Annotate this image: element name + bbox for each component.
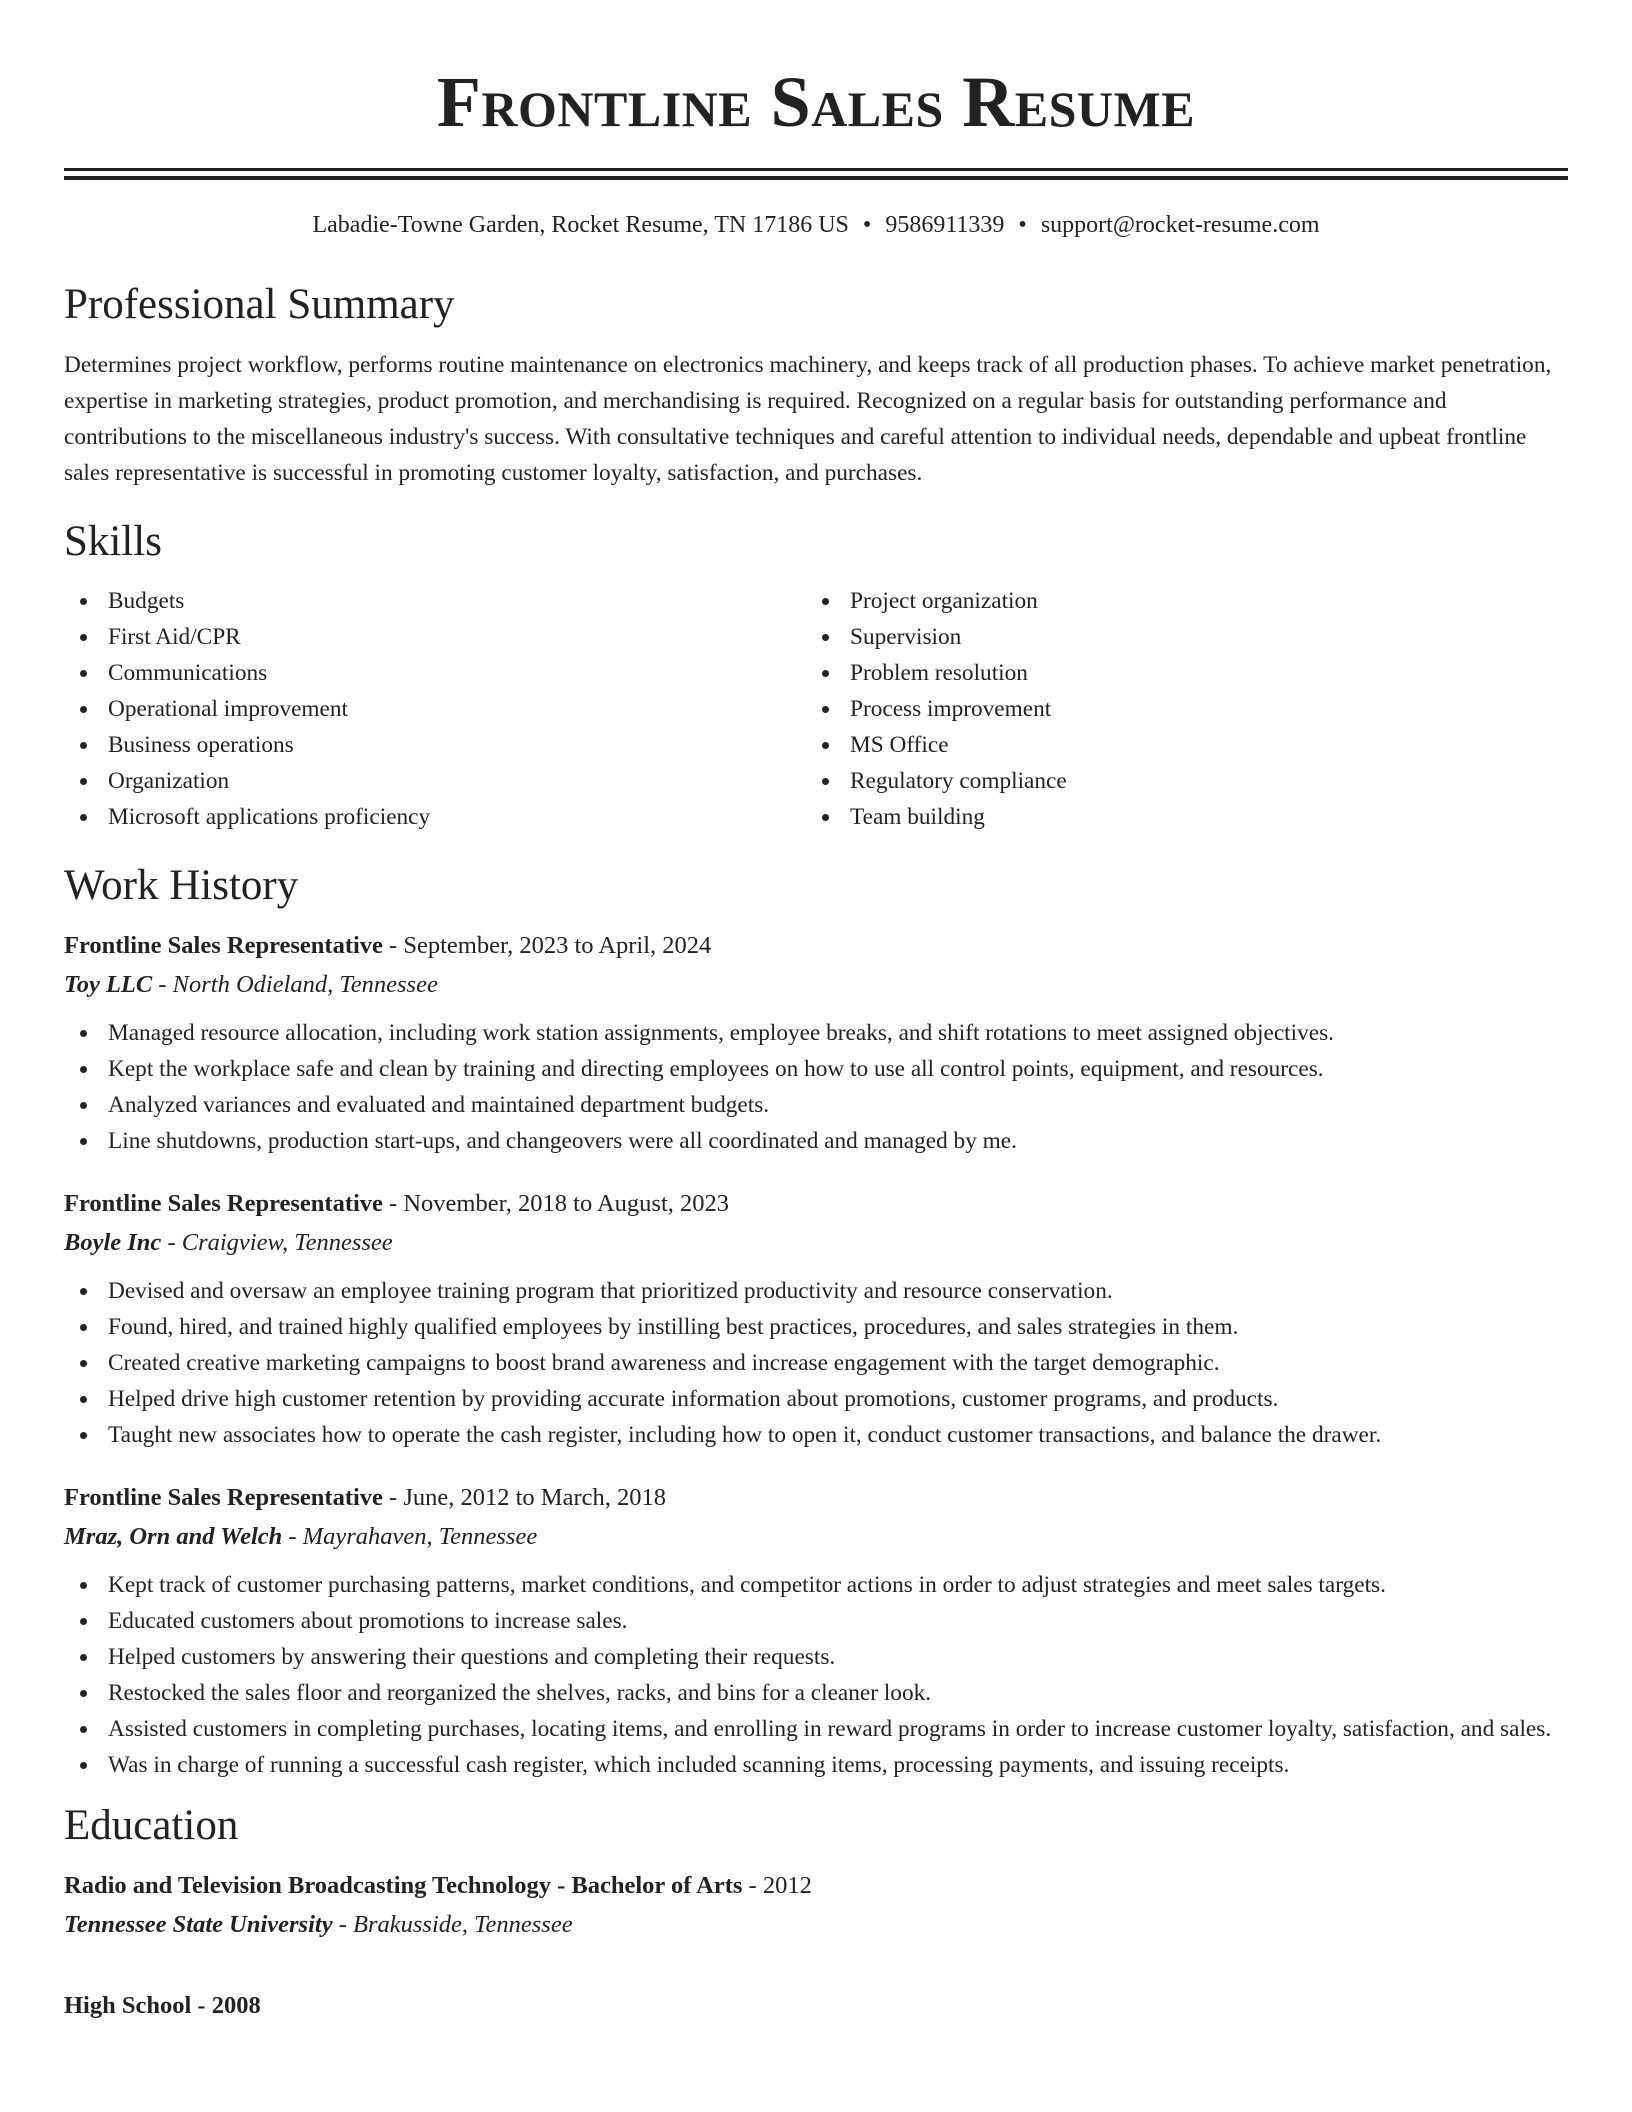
summary-heading: Professional Summary xyxy=(64,281,455,328)
job-title: Frontline Sales Representative xyxy=(64,932,383,959)
skill-item: Supervision xyxy=(806,619,1548,655)
skill-item: Microsoft applications proficiency xyxy=(64,799,806,835)
job-bullets xyxy=(64,1015,1568,1159)
skill-item: MS Office xyxy=(806,727,1548,763)
job-company: Boyle Inc xyxy=(64,1229,162,1256)
job-location: - Craigview, Tennessee xyxy=(161,1229,393,1256)
job-bullet: Kept the workplace safe and clean by training and directing employees on how to use all control points, equipment, and resources. xyxy=(64,1051,1568,1087)
job-bullet: Educated customers about promotions to increase sales. xyxy=(64,1603,1568,1639)
skill-item: Organization xyxy=(64,763,806,799)
skill-item: Operational improvement xyxy=(64,691,806,727)
education-school: Tennessee State University xyxy=(64,1911,333,1938)
skill-item: Team building xyxy=(806,799,1548,835)
skill-item: Problem resolution xyxy=(806,655,1548,691)
education-degree: Radio and Television Broadcasting Technology - Bachelor of Arts xyxy=(64,1872,743,1899)
skill-item: Process improvement xyxy=(806,691,1548,727)
contact-separator: • xyxy=(862,212,872,238)
skills-column-left xyxy=(64,583,806,835)
skills-list xyxy=(64,583,1568,835)
job-bullet: Restocked the sales floor and reorganized the shelves, racks, and bins for a cleaner look. xyxy=(64,1675,1568,1711)
skill-item: Project organization xyxy=(806,583,1548,619)
job-bullet: Created creative marketing campaigns to boost brand awareness and increase engagement with the target demographic. xyxy=(64,1345,1568,1381)
contact-email: support@rocket-resume.com xyxy=(1040,212,1320,238)
education-second-entry: High School - 2008 xyxy=(64,1992,261,2019)
summary-text: Determines project workflow, performs routine maintenance on electronics machinery, and keeps track of all production phases. To achieve market penetration, expertise in marketing strategies, product promotion, and merchandising is required. Recognized on a regular basis for outstanding performance and contributions to the miscellaneous industry's success. With consultative techniques and careful attention to individual needs, dependable and upbeat frontline sales representative is successful in promoting customer loyalty, satisfaction, and purchases. xyxy=(64,352,1552,486)
job-bullet: Managed resource allocation, including work station assignments, employee breaks, and shift rotations to meet assigned objectives. xyxy=(64,1015,1568,1051)
job-dates: - June, 2012 to March, 2018 xyxy=(382,1484,666,1511)
job-bullet: Assisted customers in completing purchases, locating items, and enrolling in reward programs in order to increase customer loyalty, satisfaction, and sales. xyxy=(64,1711,1568,1747)
job-bullet: Devised and oversaw an employee training program that prioritized productivity and resource conservation. xyxy=(64,1273,1568,1309)
skill-item: Regulatory compliance xyxy=(806,763,1548,799)
job-title-line xyxy=(64,927,1568,965)
job-bullet: Taught new associates how to operate the cash register, including how to open it, conduct customer transactions, and balance the drawer. xyxy=(64,1417,1568,1453)
resume-title: Frontline Sales Resume xyxy=(436,62,1196,142)
job-bullets xyxy=(64,1273,1568,1453)
job-title-line xyxy=(64,1185,1568,1223)
skills-column-right xyxy=(806,583,1548,835)
job-dates: - November, 2018 to August, 2023 xyxy=(382,1190,729,1217)
job-title: Frontline Sales Representative xyxy=(64,1190,383,1217)
education-degree-line xyxy=(64,1867,1568,1905)
job-title-line xyxy=(64,1479,1568,1517)
work-history-heading: Work History xyxy=(64,862,299,909)
job-title: Frontline Sales Representative xyxy=(64,1484,383,1511)
job-company: Toy LLC xyxy=(64,971,153,998)
contact-phone: 9586911339 xyxy=(885,212,1005,238)
job-bullets xyxy=(64,1567,1568,1783)
job-entry xyxy=(64,927,1568,1159)
skill-item: Business operations xyxy=(64,727,806,763)
skill-item: Communications xyxy=(64,655,806,691)
education-year: - 2012 xyxy=(742,1872,812,1899)
job-location: - North Odieland, Tennessee xyxy=(152,971,438,998)
job-bullet: Found, hired, and trained highly qualified employees by instilling best practices, procedures, and sales strategies in them. xyxy=(64,1309,1568,1345)
job-company-line xyxy=(64,1517,1568,1557)
job-bullet: Helped customers by answering their questions and completing their requests. xyxy=(64,1639,1568,1675)
contact-separator: • xyxy=(1018,212,1027,238)
education-school-line xyxy=(64,1905,1568,1945)
title-divider-bottom xyxy=(64,176,1568,180)
education-location: - Brakusside, Tennessee xyxy=(332,1911,573,1938)
job-entry xyxy=(64,1185,1568,1453)
job-bullet: Was in charge of running a successful cash register, which included scanning items, processing payments, and issuing receipts. xyxy=(64,1747,1568,1783)
job-company: Mraz, Orn and Welch xyxy=(64,1523,283,1550)
title-divider-top xyxy=(64,168,1568,171)
skills-heading: Skills xyxy=(64,518,162,565)
skill-item: Budgets xyxy=(64,583,806,619)
job-bullet: Helped drive high customer retention by providing accurate information about promotions, customer programs, and products. xyxy=(64,1381,1568,1417)
job-location: - Mayrahaven, Tennessee xyxy=(282,1523,538,1550)
job-bullet: Analyzed variances and evaluated and maintained department budgets. xyxy=(64,1087,1568,1123)
job-bullet: Line shutdowns, production start-ups, and changeovers were all coordinated and managed by me. xyxy=(64,1123,1568,1159)
education-heading: Education xyxy=(64,1802,239,1849)
job-company-line xyxy=(64,1223,1568,1263)
contact-line xyxy=(64,210,1568,240)
job-bullet: Kept track of customer purchasing patterns, market conditions, and competitor actions in order to adjust strategies and meet sales targets. xyxy=(64,1567,1568,1603)
job-dates: - September, 2023 to April, 2024 xyxy=(382,932,712,959)
job-entry xyxy=(64,1479,1568,1783)
skill-item: First Aid/CPR xyxy=(64,619,806,655)
job-company-line xyxy=(64,965,1568,1005)
contact-address: Labadie-Towne Garden, Rocket Resume, TN 17186 US xyxy=(312,212,849,238)
